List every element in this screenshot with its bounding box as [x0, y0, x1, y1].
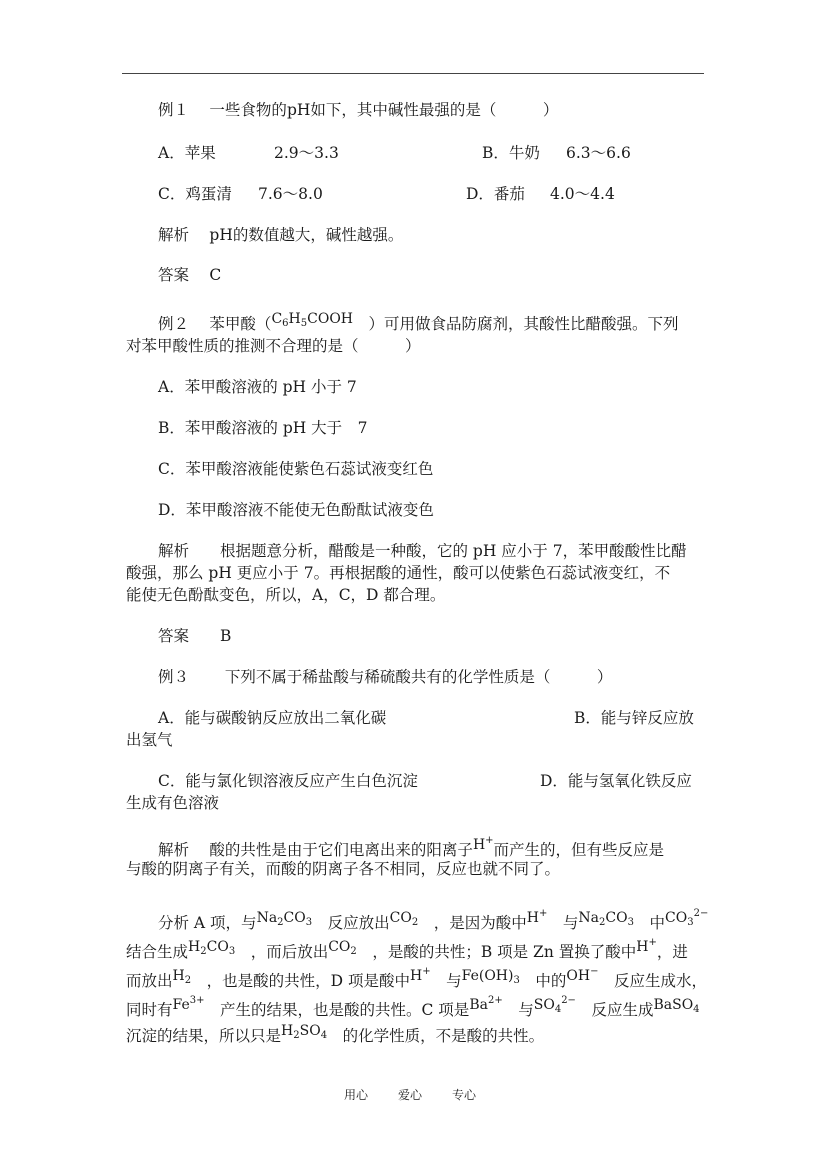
para4-t0: 同时有: [126, 1001, 173, 1019]
ex3-option-a: A．能与碳酸钠反应放出二氧化碳: [158, 709, 387, 727]
ex1-option-b-label: B．牛奶: [482, 144, 540, 162]
formula-h2: $H_2$: [172, 968, 192, 986]
formula-na2co3: $Na_2CO_3$: [578, 910, 634, 928]
formula-h-plus: H+: [526, 908, 548, 926]
para3-t3: 中的: [535, 972, 567, 990]
ex1-option-a-range: 2.9～3.3: [274, 144, 339, 162]
formula-oh-minus: OH−: [566, 966, 599, 984]
para4-t2: 与: [518, 1001, 534, 1019]
formula-h-plus: H+: [636, 937, 657, 955]
header-rule: [122, 73, 704, 74]
para5-t0: 沉淀的结果，所以只是: [126, 1027, 282, 1045]
ex2-stem-b: ）可用做食品防腐剂，其酸性比醋酸强。下列: [368, 315, 679, 333]
para4-t3: 反应生成: [591, 1001, 654, 1019]
ex1-option-c-range: 7.6～8.0: [258, 185, 323, 203]
para2-t2: ，是酸的共性；B 项是 Zn 置换了酸中: [372, 943, 637, 961]
ex1-option-b-range: 6.3～6.6: [566, 144, 631, 162]
ex1-stem: [158, 100, 558, 120]
para5-t1: 的化学性质，不是酸的共性。: [342, 1027, 545, 1045]
ex3-para-3: [126, 968, 707, 997]
footer-item: 用心: [344, 1088, 369, 1102]
formula-baso4: BaSO$_4$: [653, 997, 700, 1015]
formula-co3: $CO_3^{2-}$: [665, 908, 709, 928]
para2-t1: ，而后放出: [250, 943, 329, 961]
ex2-stem-line2: 对苯甲酸性质的推测不合理的是（ ）: [126, 337, 421, 355]
formula-h2so4: $H_2SO_4$: [281, 1023, 328, 1041]
footer-item: 专心: [452, 1088, 477, 1102]
para1-t3: 与: [562, 914, 579, 932]
ex3-analysis-2: 与酸的阴离子有关，而酸的阴离子各不相同，反应也就不同了。: [126, 860, 561, 878]
ex2-stem-a: 例２ 苯甲酸（: [158, 315, 272, 333]
ex1-option-d-range: 4.0～4.4: [550, 185, 615, 203]
ex2-formula: $C_6H_5COOH$: [271, 311, 354, 329]
ex3-option-d: D．能与氢氧化铁反应: [540, 772, 692, 790]
ex1-option-d-label: D．番茄: [466, 185, 525, 203]
ex3-option-d-cont: 生成有色溶液: [126, 794, 220, 812]
ex2-answer: 答案 B: [158, 627, 232, 645]
ex1-stem-ph: pH: [286, 101, 311, 119]
ex3-analysis-1a: 解析 酸的共性是由于它们电离出来的阳离子: [158, 841, 473, 859]
ex3-stem: 例３ 下列不属于稀盐酸与稀硫酸共有的化学性质是（ ）: [158, 668, 613, 686]
ex2-option-c: C．苯甲酸溶液能使紫色石蕊试液变红色: [158, 460, 434, 478]
formula-feoh3: $Fe(OH)_3$: [461, 968, 520, 986]
formula-fe3-plus: $Fe^{3+}$: [172, 995, 205, 1013]
ex1-stem-b: 如下，其中碱性最强的是（ ）: [310, 101, 559, 119]
page-footer: [344, 1086, 506, 1103]
para1-t0: 分析 A 项，与: [158, 914, 257, 932]
para4-t1: 产生的结果，也是酸的共性。C 项是: [220, 1001, 470, 1019]
formula-so4: $SO_4^{2-}$: [533, 995, 576, 1015]
formula-na2co3: $Na_2CO_3$: [256, 910, 313, 928]
formula-h-plus: H+: [409, 966, 431, 984]
para3-t4: 反应生成水，: [613, 972, 707, 990]
ex1-analysis: 解析 pH的数值越大，碱性越强。: [158, 226, 404, 244]
ex3-para-4: [126, 997, 700, 1026]
para3-t1: ，也是酸的共性，D 项是酸中: [206, 972, 410, 990]
ex2-analysis-3: 能使无色酚酞变色，所以，A，C，D 都合理。: [126, 586, 446, 604]
ex2-analysis-1: 解析 根据题意分析，醋酸是一种酸，它的 pH 应小于 7，苯甲酸酸性比醋: [158, 542, 687, 560]
para3-t2: 与: [446, 972, 462, 990]
formula-h-plus: H+: [472, 835, 494, 853]
formula-co2: $CO_2$: [328, 939, 357, 957]
ex3-analysis-1b: 而产生的，但有些反应是: [493, 841, 665, 859]
para1-t1: 反应放出: [327, 914, 390, 932]
ex3-para-1: [158, 910, 708, 939]
para1-t2: ，是因为酸中: [433, 914, 527, 932]
ex3-analysis-1: [158, 837, 664, 861]
ex1-stem-a: 例１ 一些食物的: [158, 101, 287, 119]
footer-item: 爱心: [398, 1088, 423, 1102]
ex3-option-c: C．能与氯化钡溶液反应产生白色沉淀: [158, 772, 418, 790]
para1-t4: 中: [649, 914, 665, 932]
formula-co2: $CO_2$: [389, 910, 419, 928]
ex2-option-d: D．苯甲酸溶液不能使无色酚酞试液变色: [158, 501, 434, 519]
ex1-answer: 答案 C: [158, 266, 222, 284]
ex2-option-a: A．苯甲酸溶液的 pH 小于 7: [158, 378, 357, 396]
ex3-para-2: [126, 939, 688, 968]
para3-t0: 而放出: [126, 972, 173, 990]
formula-ba2-plus: $Ba^{2+}$: [469, 995, 503, 1013]
ex1-option-c-label: C．鸡蛋清: [158, 185, 232, 203]
para2-t3: ，进: [656, 943, 688, 961]
ex2-analysis-2: 酸强，那么 pH 更应小于 7。再根据酸的通性，酸可以使紫色石蕊试液变红，不: [126, 564, 671, 582]
ex3-option-b: B．能与锌反应放: [574, 709, 694, 727]
ex3-para-5: [126, 1023, 545, 1052]
formula-h2co3: $H_2CO_3$: [188, 939, 236, 957]
ex3-option-b-cont: 出氢气: [126, 731, 173, 749]
ex2-option-b: B．苯甲酸溶液的 pH 大于 7: [158, 419, 368, 437]
para2-t0: 结合生成: [126, 943, 189, 961]
ex1-option-a-label: A．苹果: [158, 144, 216, 162]
